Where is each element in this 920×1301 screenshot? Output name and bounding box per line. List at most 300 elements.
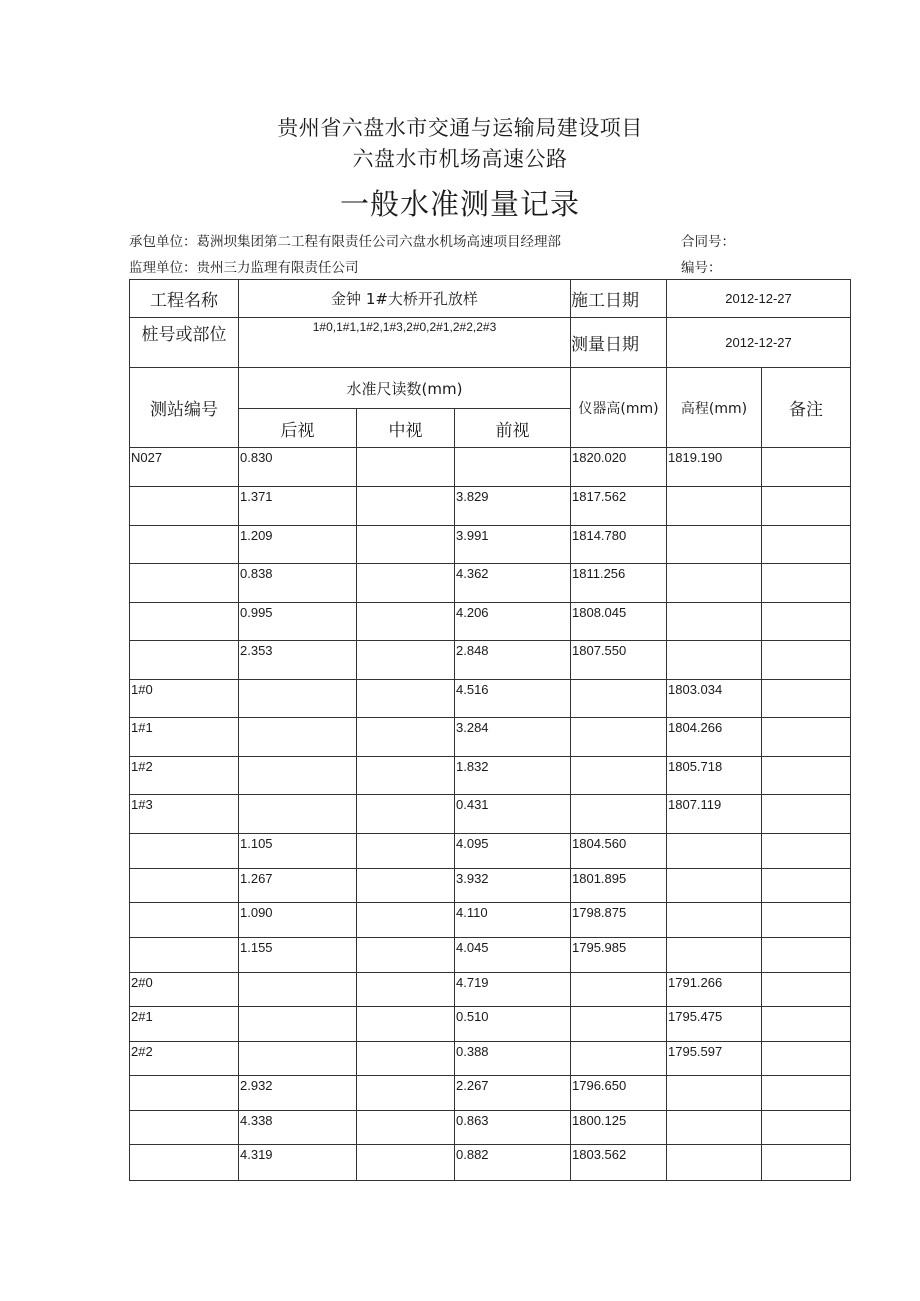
station-cell xyxy=(130,448,239,487)
backsight-cell xyxy=(239,526,357,564)
table-row xyxy=(130,526,851,564)
foresight-value: 4.362 xyxy=(456,566,489,581)
instrument-height-value xyxy=(571,1042,666,1044)
instrument-height-cell xyxy=(571,973,667,1007)
backsight-cell xyxy=(239,603,357,641)
elevation-cell xyxy=(667,1145,762,1181)
backsight-value: 0.995 xyxy=(240,605,273,620)
remarks-cell xyxy=(762,834,851,869)
elevation-cell xyxy=(667,757,762,795)
foresight-cell xyxy=(455,718,571,757)
station-value: 2#1 xyxy=(131,1009,153,1024)
station-value xyxy=(130,603,238,605)
intermediate-cell xyxy=(357,718,455,757)
station-cell xyxy=(130,795,239,834)
station-cell xyxy=(130,834,239,869)
intermediate-value xyxy=(357,718,454,720)
foresight-value: 4.516 xyxy=(456,682,489,697)
elevation-cell xyxy=(667,973,762,1007)
backsight-cell xyxy=(239,938,357,973)
project-name-label: 工程名称 xyxy=(130,280,239,318)
elevation-value xyxy=(667,526,761,528)
instrument-height-cell xyxy=(571,680,667,718)
instrument-height-value: 1795.985 xyxy=(572,940,627,955)
remarks-cell xyxy=(762,1042,851,1076)
form-title: 一般水准测量记录 xyxy=(339,187,580,221)
intermediate-value xyxy=(357,1111,454,1113)
foresight-cell xyxy=(455,641,571,680)
intermediate-value xyxy=(357,938,454,940)
elevation-cell xyxy=(667,1076,762,1111)
elevation-value: 1804.266 xyxy=(668,720,723,735)
remarks-value xyxy=(762,603,850,605)
station-cell xyxy=(130,641,239,680)
staff-reading-header: 水准尺读数(mm) xyxy=(239,368,571,409)
table-row xyxy=(130,680,851,718)
elevation-value xyxy=(667,1111,761,1113)
intermediate-cell xyxy=(357,564,455,603)
instrument-height-cell xyxy=(571,903,667,938)
intermediate-cell xyxy=(357,603,455,641)
remarks-value xyxy=(762,1007,850,1009)
backsight-value: 1.209 xyxy=(240,528,273,543)
pile-label: 桩号或部位 xyxy=(130,318,239,368)
instrument-height-cell xyxy=(571,938,667,973)
station-value xyxy=(130,641,238,643)
foresight-value: 0.431 xyxy=(456,797,489,812)
elevation-value: 1805.718 xyxy=(668,759,723,774)
remarks-value xyxy=(762,526,850,528)
instrument-height-cell xyxy=(571,526,667,564)
elevation-cell xyxy=(667,1007,762,1042)
table-row xyxy=(130,718,851,757)
table-row xyxy=(130,1076,851,1111)
remarks-value xyxy=(762,1076,850,1078)
remarks-cell xyxy=(762,1111,851,1145)
intermediate-cell xyxy=(357,973,455,1007)
station-value xyxy=(130,487,238,489)
leveling-record-table xyxy=(129,279,851,1181)
intermediate-value xyxy=(357,487,454,489)
backsight-cell xyxy=(239,757,357,795)
elevation-cell xyxy=(667,869,762,903)
remarks-value xyxy=(762,448,850,450)
backsight-cell xyxy=(239,1007,357,1042)
foresight-value: 0.863 xyxy=(456,1113,489,1128)
station-cell xyxy=(130,718,239,757)
remarks-value xyxy=(762,834,850,836)
intermediate-cell xyxy=(357,834,455,869)
intermediate-cell xyxy=(357,1111,455,1145)
backsight-cell xyxy=(239,487,357,526)
table-row xyxy=(130,757,851,795)
table-row xyxy=(130,938,851,973)
instrument-height-value xyxy=(571,680,666,682)
foresight-value: 4.206 xyxy=(456,605,489,620)
table-row xyxy=(130,564,851,603)
instrument-height-cell xyxy=(571,1076,667,1111)
foresight-value: 3.284 xyxy=(456,720,489,735)
station-cell xyxy=(130,903,239,938)
table-row xyxy=(130,448,851,487)
remarks-value xyxy=(762,1111,850,1113)
foresight-value: 4.110 xyxy=(456,905,488,920)
station-value xyxy=(130,903,238,905)
elevation-value xyxy=(667,487,761,489)
backsight-cell xyxy=(239,680,357,718)
serial-no-label: 编号： xyxy=(681,260,722,276)
station-value xyxy=(130,834,238,836)
elevation-value: 1819.190 xyxy=(668,450,723,465)
foresight-value: 2.848 xyxy=(456,643,489,658)
instrument-height-cell xyxy=(571,603,667,641)
foresight-cell xyxy=(455,1042,571,1076)
elevation-value xyxy=(667,564,761,566)
elevation-cell xyxy=(667,487,762,526)
intermediate-cell xyxy=(357,448,455,487)
intermediate-value xyxy=(357,1042,454,1044)
station-value: 2#0 xyxy=(131,975,153,990)
station-value: N027 xyxy=(131,450,163,465)
foresight-cell xyxy=(455,526,571,564)
contract-no-label: 合同号： xyxy=(681,234,735,250)
station-value: 1#1 xyxy=(131,720,153,735)
station-cell xyxy=(130,1042,239,1076)
intermediate-value xyxy=(357,834,454,836)
intermediate-cell xyxy=(357,1145,455,1181)
foresight-cell xyxy=(455,1145,571,1181)
backsight-cell xyxy=(239,1111,357,1145)
table-row xyxy=(130,603,851,641)
elevation-header: 高程(mm) xyxy=(667,368,762,448)
survey-date-label: 测量日期 xyxy=(571,318,667,368)
table-row xyxy=(130,1042,851,1076)
intermediate-value xyxy=(357,1145,454,1147)
intermediate-value xyxy=(357,680,454,682)
station-cell xyxy=(130,938,239,973)
backsight-cell xyxy=(239,1076,357,1111)
intermediate-value xyxy=(357,1076,454,1078)
instrument-height-value: 1814.780 xyxy=(572,528,627,543)
project-row xyxy=(130,280,851,318)
elevation-cell xyxy=(667,795,762,834)
foresight-cell xyxy=(455,1007,571,1042)
station-value xyxy=(130,1111,238,1113)
backsight-value xyxy=(239,680,356,682)
foresight-cell xyxy=(455,680,571,718)
instrument-height-value xyxy=(571,1007,666,1009)
table-row xyxy=(130,641,851,680)
backsight-value xyxy=(239,1007,356,1009)
remarks-value xyxy=(762,487,850,489)
instrument-height-value: 1820.020 xyxy=(572,450,627,465)
intermediate-cell xyxy=(357,1076,455,1111)
backsight-value: 1.090 xyxy=(240,905,273,920)
intermediate-value xyxy=(357,903,454,905)
instrument-height-cell xyxy=(571,1111,667,1145)
remarks-header: 备注 xyxy=(762,368,851,448)
foresight-header: 前视 xyxy=(455,409,571,448)
elevation-cell xyxy=(667,718,762,757)
foresight-cell xyxy=(455,834,571,869)
table-row xyxy=(130,795,851,834)
elevation-value xyxy=(667,903,761,905)
intermediate-value xyxy=(357,1007,454,1009)
backsight-value: 1.155 xyxy=(240,940,273,955)
remarks-value xyxy=(762,795,850,797)
supervisor-label: 监理单位：贵州三力监理有限责任公司 xyxy=(129,260,359,276)
foresight-cell xyxy=(455,487,571,526)
remarks-cell xyxy=(762,641,851,680)
backsight-value: 0.830 xyxy=(240,450,273,465)
instrument-height-value xyxy=(571,757,666,759)
station-value xyxy=(130,1076,238,1078)
station-value: 1#0 xyxy=(131,682,153,697)
backsight-cell xyxy=(239,718,357,757)
station-cell xyxy=(130,757,239,795)
station-header: 测站编号 xyxy=(130,368,239,448)
foresight-value: 4.045 xyxy=(456,940,489,955)
elevation-value xyxy=(667,603,761,605)
instrument-height-cell xyxy=(571,869,667,903)
elevation-cell xyxy=(667,1111,762,1145)
intermediate-cell xyxy=(357,1007,455,1042)
remarks-value xyxy=(762,938,850,940)
backsight-cell xyxy=(239,903,357,938)
intermediate-cell xyxy=(357,680,455,718)
foresight-value: 3.829 xyxy=(456,489,489,504)
intermediate-cell xyxy=(357,869,455,903)
backsight-value xyxy=(239,757,356,759)
remarks-cell xyxy=(762,938,851,973)
instrument-height-cell xyxy=(571,448,667,487)
backsight-cell xyxy=(239,869,357,903)
foresight-cell xyxy=(455,603,571,641)
backsight-cell xyxy=(239,641,357,680)
backsight-value xyxy=(239,718,356,720)
survey-date-value: 2012-12-27 xyxy=(667,318,851,368)
intermediate-value xyxy=(357,526,454,528)
instrument-height-value: 1811.256 xyxy=(572,566,626,581)
foresight-value: 3.932 xyxy=(456,871,489,886)
intermediate-value xyxy=(357,641,454,643)
instrument-height-cell xyxy=(571,641,667,680)
elevation-value: 1795.597 xyxy=(668,1044,723,1059)
instrument-height-cell xyxy=(571,834,667,869)
elevation-cell xyxy=(667,448,762,487)
instrument-height-cell xyxy=(571,564,667,603)
elevation-value xyxy=(667,938,761,940)
backsight-value: 1.105 xyxy=(240,836,273,851)
project-name-value: 金钟 1#大桥开孔放样 xyxy=(239,280,571,318)
remarks-value xyxy=(762,718,850,720)
station-cell xyxy=(130,973,239,1007)
construction-date-value: 2012-12-27 xyxy=(667,280,851,318)
backsight-value: 2.932 xyxy=(240,1078,273,1093)
station-cell xyxy=(130,869,239,903)
remarks-value xyxy=(762,903,850,905)
instrument-height-cell xyxy=(571,1007,667,1042)
backsight-value: 1.267 xyxy=(240,871,273,886)
intermediate-cell xyxy=(357,641,455,680)
elevation-cell xyxy=(667,903,762,938)
remarks-cell xyxy=(762,795,851,834)
remarks-cell xyxy=(762,869,851,903)
remarks-cell xyxy=(762,564,851,603)
table-row xyxy=(130,1145,851,1181)
project-title: 六盘水市机场高速公路 xyxy=(352,147,568,171)
foresight-value xyxy=(455,448,570,450)
station-value xyxy=(130,869,238,871)
remarks-cell xyxy=(762,757,851,795)
elevation-cell xyxy=(667,938,762,973)
table-row xyxy=(130,869,851,903)
backsight-value xyxy=(239,795,356,797)
station-cell xyxy=(130,603,239,641)
column-header-row-1 xyxy=(130,368,851,409)
elevation-cell xyxy=(667,564,762,603)
remarks-value xyxy=(762,1145,850,1147)
intermediate-cell xyxy=(357,526,455,564)
foresight-cell xyxy=(455,903,571,938)
remarks-cell xyxy=(762,973,851,1007)
org-title: 贵州省六盘水市交通与运输局建设项目 xyxy=(277,116,643,140)
foresight-cell xyxy=(455,448,571,487)
instrument-height-value: 1803.562 xyxy=(572,1147,627,1162)
remarks-cell xyxy=(762,680,851,718)
elevation-value: 1807.119 xyxy=(668,797,722,812)
table-row xyxy=(130,973,851,1007)
instrument-height-cell xyxy=(571,795,667,834)
intermediate-value xyxy=(357,564,454,566)
foresight-value: 3.991 xyxy=(456,528,489,543)
intermediate-cell xyxy=(357,487,455,526)
backsight-value: 2.353 xyxy=(240,643,273,658)
backsight-cell xyxy=(239,1145,357,1181)
foresight-cell xyxy=(455,564,571,603)
station-cell xyxy=(130,1076,239,1111)
foresight-cell xyxy=(455,757,571,795)
foresight-value: 4.095 xyxy=(456,836,489,851)
intermediate-cell xyxy=(357,795,455,834)
remarks-value xyxy=(762,680,850,682)
station-cell xyxy=(130,487,239,526)
remarks-value xyxy=(762,564,850,566)
station-cell xyxy=(130,680,239,718)
backsight-header: 后视 xyxy=(239,409,357,448)
instrument-height-value xyxy=(571,973,666,975)
remarks-cell xyxy=(762,903,851,938)
instrument-height-cell xyxy=(571,718,667,757)
intermediate-cell xyxy=(357,757,455,795)
contractor-label: 承包单位：葛洲坝集团第二工程有限责任公司六盘水机场高速项目经理部 xyxy=(129,234,561,250)
instrument-height-value: 1798.875 xyxy=(572,905,627,920)
elevation-value xyxy=(667,641,761,643)
intermediate-value xyxy=(357,973,454,975)
remarks-cell xyxy=(762,1076,851,1111)
instrument-height-value: 1800.125 xyxy=(572,1113,627,1128)
backsight-cell xyxy=(239,448,357,487)
pile-row xyxy=(130,318,851,368)
backsight-cell xyxy=(239,795,357,834)
instrument-height-cell xyxy=(571,1042,667,1076)
station-value: 2#2 xyxy=(131,1044,153,1059)
pile-value: 1#0,1#1,1#2,1#3,2#0,2#1,2#2,2#3 xyxy=(312,320,497,334)
instrument-height-value xyxy=(571,718,666,720)
elevation-cell xyxy=(667,834,762,869)
station-value xyxy=(130,938,238,940)
foresight-value: 0.388 xyxy=(456,1044,489,1059)
remarks-value xyxy=(762,1042,850,1044)
instrument-height-header: 仪器高(mm) xyxy=(571,368,667,448)
station-cell xyxy=(130,1145,239,1181)
station-cell xyxy=(130,526,239,564)
construction-date-label: 施工日期 xyxy=(571,280,667,318)
remarks-cell xyxy=(762,526,851,564)
foresight-cell xyxy=(455,973,571,1007)
backsight-value xyxy=(239,1042,356,1044)
foresight-cell xyxy=(455,869,571,903)
table-row xyxy=(130,487,851,526)
intermediate-value xyxy=(357,603,454,605)
backsight-value xyxy=(239,973,356,975)
foresight-value: 2.267 xyxy=(456,1078,489,1093)
backsight-value: 0.838 xyxy=(240,566,273,581)
intermediate-value xyxy=(357,448,454,450)
station-cell xyxy=(130,564,239,603)
intermediate-value xyxy=(357,757,454,759)
backsight-cell xyxy=(239,973,357,1007)
table-row xyxy=(130,834,851,869)
foresight-value: 0.882 xyxy=(456,1147,489,1162)
remarks-value xyxy=(762,973,850,975)
backsight-value: 4.319 xyxy=(240,1147,273,1162)
backsight-cell xyxy=(239,1042,357,1076)
instrument-height-cell xyxy=(571,487,667,526)
remarks-value xyxy=(762,757,850,759)
backsight-value: 4.338 xyxy=(240,1113,273,1128)
foresight-cell xyxy=(455,795,571,834)
remarks-value xyxy=(762,869,850,871)
table-row xyxy=(130,1007,851,1042)
remarks-cell xyxy=(762,718,851,757)
elevation-value: 1803.034 xyxy=(668,682,723,697)
backsight-cell xyxy=(239,834,357,869)
instrument-height-cell xyxy=(571,757,667,795)
remarks-cell xyxy=(762,448,851,487)
station-value: 1#2 xyxy=(131,759,153,774)
elevation-value: 1791.266 xyxy=(668,975,723,990)
foresight-value: 1.832 xyxy=(456,759,489,774)
instrument-height-value xyxy=(571,795,666,797)
remarks-cell xyxy=(762,1145,851,1181)
station-value xyxy=(130,564,238,566)
backsight-value: 1.371 xyxy=(240,489,273,504)
elevation-value xyxy=(667,834,761,836)
elevation-value xyxy=(667,869,761,871)
elevation-value xyxy=(667,1145,761,1147)
foresight-value: 4.719 xyxy=(456,975,489,990)
station-value: 1#3 xyxy=(131,797,153,812)
instrument-height-value: 1801.895 xyxy=(572,871,627,886)
intermediate-header: 中视 xyxy=(357,409,455,448)
remarks-cell xyxy=(762,603,851,641)
table-row xyxy=(130,903,851,938)
instrument-height-value: 1807.550 xyxy=(572,643,627,658)
remarks-value xyxy=(762,641,850,643)
elevation-cell xyxy=(667,1042,762,1076)
elevation-cell xyxy=(667,641,762,680)
